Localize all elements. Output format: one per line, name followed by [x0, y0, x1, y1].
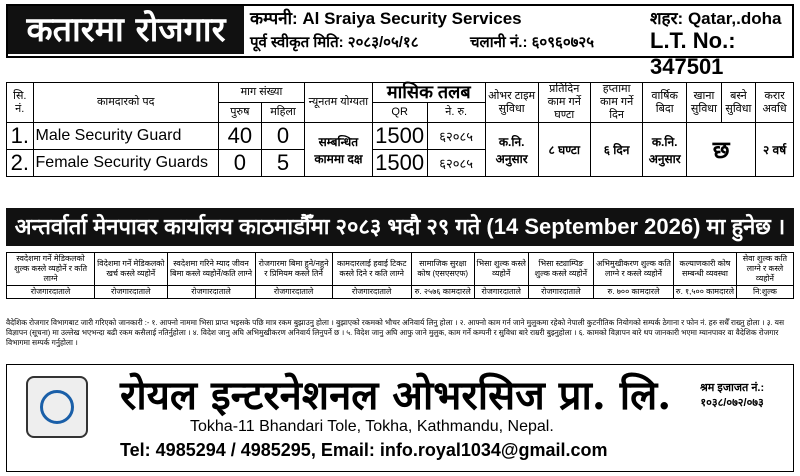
fee-header: भिसा शुल्क कस्ले व्यहोर्ने [474, 253, 528, 286]
row-hours: ८ घण्टा [538, 123, 591, 177]
row-male: 0 [218, 150, 261, 177]
permit-value: १०३८/०७२/०७३ [700, 397, 764, 409]
col-npr: ने. रु. [427, 103, 485, 123]
row-male: 40 [218, 123, 261, 150]
row-days: ६ दिन [591, 123, 643, 177]
row-npr: ६२०८५ [427, 150, 485, 177]
fee-value: रोजगारदाताले [167, 286, 255, 299]
row-sn: 2. [7, 150, 34, 177]
col-leave: वार्षिक बिदा [643, 83, 687, 123]
city-label: शहर: [650, 9, 684, 28]
fee-header: स्वदेशमा गरिने म्याद जीवन बिमा कस्ले व्यहोर्ने/कति लाग्ने [167, 253, 255, 286]
address: Tokha-11 Bhandari Tole, Tokha, Kathmandu, Nepal. [190, 418, 554, 435]
date-label: पूर्व स्वीकृत मिति: [250, 34, 344, 51]
fee-value: रोजगारदाताले [255, 286, 332, 299]
row-post: Male Security Guard [33, 123, 218, 150]
row-female: 5 [261, 150, 304, 177]
fee-value: रोजगारदाताले [7, 286, 95, 299]
logo-emblem-icon [40, 390, 74, 424]
row-qr: 1500 [372, 123, 427, 150]
col-male: पुरुष [218, 103, 261, 123]
row-qual: सम्बन्धित काममा दक्ष [305, 123, 373, 177]
col-demand: माग संख्या [218, 83, 304, 103]
fee-value: रोजगारदाताले [332, 286, 411, 299]
fee-value: रोजगारदाताले [95, 286, 167, 299]
row-post: Female Security Guards [33, 150, 218, 177]
fee-header: रोजगारमा बिमा हुने/नहुने र प्रिमियम कस्ले तिर्ने [255, 253, 332, 286]
chalani-number [470, 32, 594, 52]
fee-header: अभिमुखीकरण शुल्क कति लाग्ने र कस्ले व्यहोर्ने [594, 253, 674, 286]
company-label: कम्पनी: [250, 9, 298, 28]
company-name: Al Sraiya Security Services [302, 9, 522, 28]
fee-value: नि:शुल्क [736, 286, 793, 299]
row-sn: 1. [7, 123, 34, 150]
fee-header: स्वदेशमा गर्ने मेडिकलको शुल्क कस्ले व्यहोर्ने र कति लाग्ने [7, 253, 95, 286]
col-sn: सि. नं. [7, 83, 34, 123]
col-ot: ओभर टाइम सुविधा [485, 83, 538, 123]
col-salary: मासिक तलब [372, 83, 485, 103]
approval-date [250, 32, 419, 52]
col-hours: प्रतिदिन काम गर्ने घण्टा [538, 83, 591, 123]
row-leave: क.नि. अनुसार [643, 123, 687, 177]
fee-value: रु. ७०० कामदारले [594, 286, 674, 299]
row-female: 0 [261, 123, 304, 150]
interview-banner: अन्तर्वार्ता मेनपावर कार्यालय काठमाडौँमा २०८३ भदौ २९ गते (14 September 2026) मा हुनेछ । [6, 208, 794, 246]
col-stay: बस्ने सुविधा [721, 83, 755, 123]
contact-line: Tel: 4985294 / 4985295, Email: info.royal1034@gmail.com [120, 440, 608, 460]
company-line [250, 6, 522, 29]
lt-number [650, 28, 800, 80]
row-contract: २ वर्ष [756, 123, 794, 177]
fee-value: रु. २५७६ कामदारले [411, 286, 474, 299]
col-post: कामदारको पद [33, 83, 218, 123]
lt-label: L.T. No.: [650, 28, 736, 53]
permit-label: श्रम इजाजत नं.: [700, 382, 765, 394]
lt-value: 347501 [650, 54, 724, 79]
table-row [7, 123, 794, 150]
chalani-label: चलानी नं.: [470, 34, 528, 51]
fee-header: कल्याणकारी कोष सम्बन्धी व्यवस्था [674, 253, 737, 286]
notes-text: वैदेशिक रोजगार विभागबाट जारी गरिएको जानकारी :- १. आफ्नो नाममा भिसा प्राप्त भइसके पछि मात्र रकम बुझाउनु होला । बुझाएको रकमको भौचर अनिवार्य लिनु होला । २. आफ्नो काम गर्न जाने मुलुकमा रहेको नेपाली कुटनीतिक नियोगको सम्पर्क ठेगाना र फोन नं. हरु सधैँ राख्नु होला । ३. यस विज्ञापन (सूचना) मा उल्लेख भएभन्दा बढी रकम कसैलाई नतिर्नुहोला । ४. विदेश जानु अघि अभिमुखीकरण अनिवार्य लिनुपर्ने छ । ५. विदेश जानु अघि आफु जाने मुलुक, काम गर्ने कम्पनी र सुविधा बारे राम्ररी बुझ्नुहोला । ६. कामको विज्ञापन बारे थप जानकारी भएमा म्यानपावर वा वैदेशिक रोजगार विभागमा सम्पर्क गर्नुहोला । [6, 318, 785, 347]
fee-header: भिसा स्ट्याम्पिङ शुल्क कस्ले व्यहोर्ने [528, 253, 593, 286]
page-title: कतारमा रोजगार [8, 6, 244, 54]
col-contract: करार अवधि [756, 83, 794, 123]
row-food-stay: छ [687, 123, 756, 177]
fee-header: विदेशमा गर्ने मेडिकलको खर्च कस्ले व्यहोर्ने [95, 253, 167, 286]
chalani-value: ६०९६०७२५ [531, 34, 595, 51]
row-qr: 1500 [372, 150, 427, 177]
fee-value: रोजगारदाताले [528, 286, 593, 299]
jobs-table [6, 82, 794, 177]
fee-value: रोजगारदाताले [474, 286, 528, 299]
fee-header: सेवा शुल्क कति लाग्ने र कस्ले व्यहोर्ने [736, 253, 793, 286]
fee-value: रु. १,५०० कामदारले [674, 286, 737, 299]
col-qual: न्यूनतम योग्यता [305, 83, 373, 123]
col-days: हप्तामा काम गर्ने दिन [591, 83, 643, 123]
fee-header: सामाजिक सुरक्षा कोष (एसएसएफ) [411, 253, 474, 286]
agency-name: रोयल इन्टरनेशनल ओभरसिज प्रा. लि. [120, 372, 672, 419]
col-qr: QR [372, 103, 427, 123]
permit-number [700, 380, 764, 410]
date-value: २०८३/०५/१८ [347, 34, 419, 51]
row-npr: ६२०८५ [427, 123, 485, 150]
city-name: Qatar,.doha [687, 9, 782, 28]
fees-table [6, 252, 794, 299]
col-female: महिला [261, 103, 304, 123]
row-ot: क.नि. अनुसार [485, 123, 538, 177]
col-food: खाना सुविधा [687, 83, 721, 123]
city-line [650, 6, 781, 29]
fee-header: कामदारलाई हवाई टिकट कस्ले दिने र कति लाग्ने [332, 253, 411, 286]
